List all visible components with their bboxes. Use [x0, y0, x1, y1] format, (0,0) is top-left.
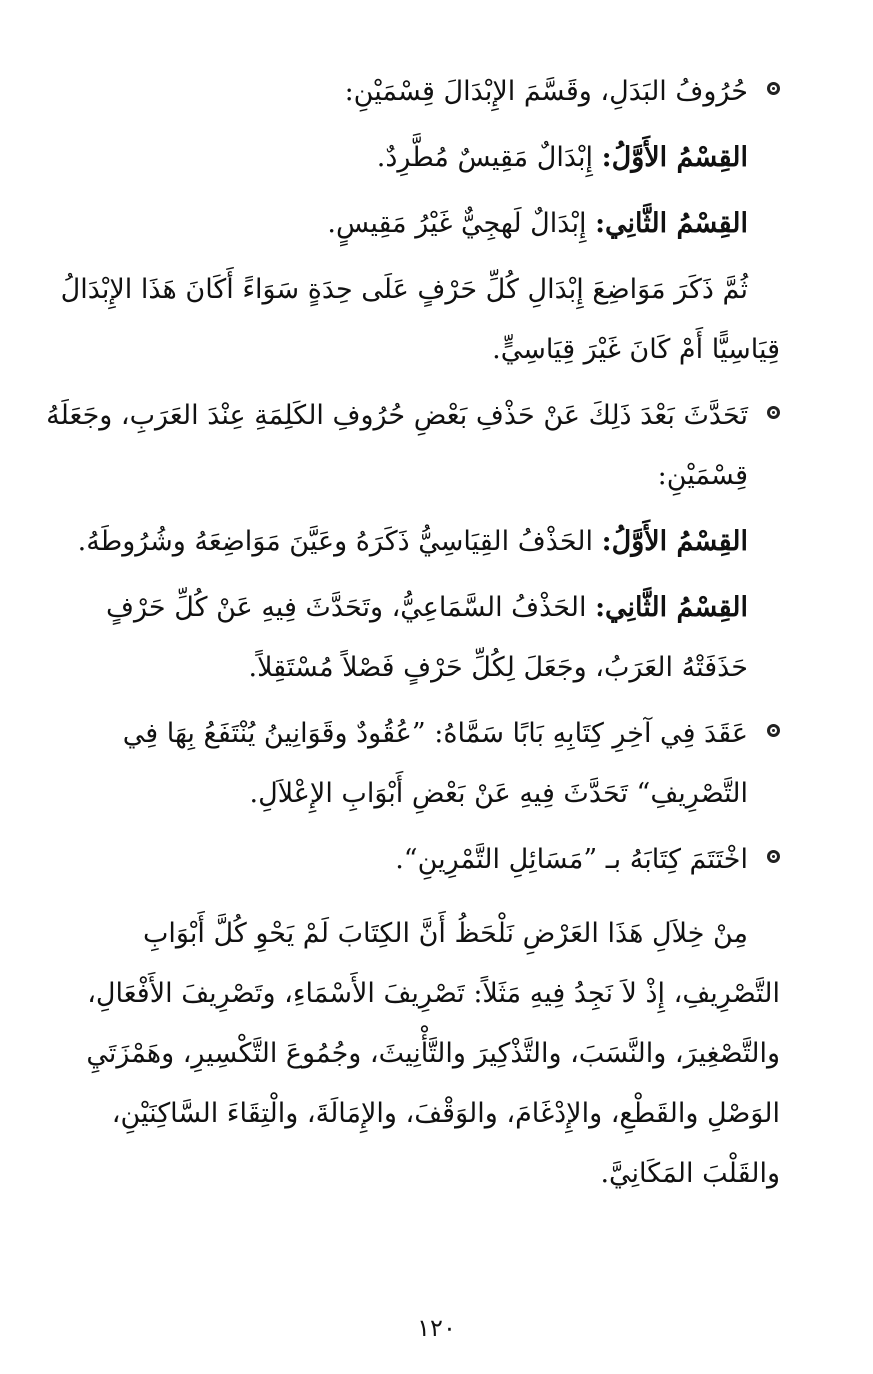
bullet-icon — [767, 850, 780, 863]
khatm-text: اخْتَتَمَ كِتَابَهُ بـ ”مَسَائِلِ التَّمْرِينِ“. — [395, 844, 748, 875]
hadhf-part-1 — [38, 512, 780, 572]
bullet-item-hadhf — [38, 386, 780, 506]
page-body — [38, 62, 780, 1204]
hadhf-heading: تَحَدَّثَ بَعْدَ ذَلِكَ عَنْ حَذْفِ بَعْضِ حُرُوفِ الكَلِمَةِ عِنْدَ العَرَبِ، وجَعَلَهُ قِسْمَيْنِ: — [46, 400, 748, 491]
part-2-label: القِسْمُ الثَّانِي: — [595, 208, 748, 239]
bullet-icon — [767, 82, 780, 95]
part-1-label: القِسْمُ الأَوَّلُ: — [601, 526, 748, 557]
page-number: ١٢٠ — [417, 1314, 456, 1342]
part-2-text: إِبْدَالٌ لَهجِيٌّ غَيْرُ مَقِيسٍ. — [327, 208, 587, 239]
bullet-icon — [767, 724, 780, 737]
ibdal-heading: حُرُوفُ البَدَلِ، وقَسَّمَ الإِبْدَالَ قِسْمَيْنِ: — [344, 76, 748, 107]
part-2-label: القِسْمُ الثَّانِي: — [595, 592, 748, 623]
uqud-text: عَقَدَ فِي آخِرِ كِتَابِهِ بَابًا سَمَّاهُ: ”عُقُودٌ وقَوَانِينُ يُنْتَفَعُ بِهَا فِي التَّصْرِيفِ“ تَحَدَّثَ فِيهِ عَنْ بَعْضِ أَبْوَابِ الإِعْلاَلِ. — [122, 718, 748, 809]
bullet-item-ibdal — [38, 62, 780, 122]
bullet-item-uqud — [38, 704, 780, 824]
ibdal-note: ثُمَّ ذَكَرَ مَوَاضِعَ إِبْدَالِ كُلِّ حَرْفٍ عَلَى حِدَةٍ سَوَاءً أَكَانَ هَذَا الإِبْدَالُ قِيَاسِيًّا أَمْ كَانَ غَيْرَ قِيَاسِيٍّ. — [60, 274, 780, 365]
bullet-icon — [767, 406, 780, 419]
part-1-label: القِسْمُ الأَوَّلُ: — [601, 142, 748, 173]
part-1-text: الحَذْفُ القِيَاسِيُّ ذَكَرَهُ وعَيَّنَ مَوَاضِعَهُ وشُرُوطَهُ. — [77, 526, 594, 557]
bullet-item-khatm — [38, 830, 780, 890]
ibdal-part-1 — [38, 128, 780, 188]
part-2-text: الحَذْفُ السَّمَاعِيُّ، وتَحَدَّثَ فِيهِ عَنْ كُلِّ حَرْفٍ حَذَفَتْهُ العَرَبُ، وجَعَلَ لِكُلِّ حَرْفٍ فَصْلاً مُسْتَقِلاً. — [106, 592, 748, 683]
conclusion-paragraph: مِنْ خِلاَلِ هَذَا العَرْضِ نَلْحَظُ أَنَّ الكِتَابَ لَمْ يَحْوِ كُلَّ أَبْوَابِ التَّصْرِيفِ، إِذْ لاَ نَجِدُ فِيهِ مَثَلاً: تَصْرِيفَ الأَسْمَاءِ، وتَصْرِيفَ الأَفْعَالِ، والتَّصْغِيرَ، والنَّسَبَ، والتَّذْكِيرَ والتَّأْنِيثَ، وجُمُوعَ التَّكْسِيرِ، وهَمْزَتَيِ الوَصْلِ والقَطْعِ، والإِدْغَامَ، والوَقْفَ، والإِمَالَةَ، والْتِقَاءَ السَّاكِنَيْنِ، والقَلْبَ المَكَانِيَّ. — [86, 918, 780, 1189]
hadhf-part-2 — [38, 578, 780, 698]
ibdal-part-2 — [38, 194, 780, 254]
part-1-text: إِبْدَالٌ مَقِيسٌ مُطَّرِدٌ. — [376, 142, 594, 173]
